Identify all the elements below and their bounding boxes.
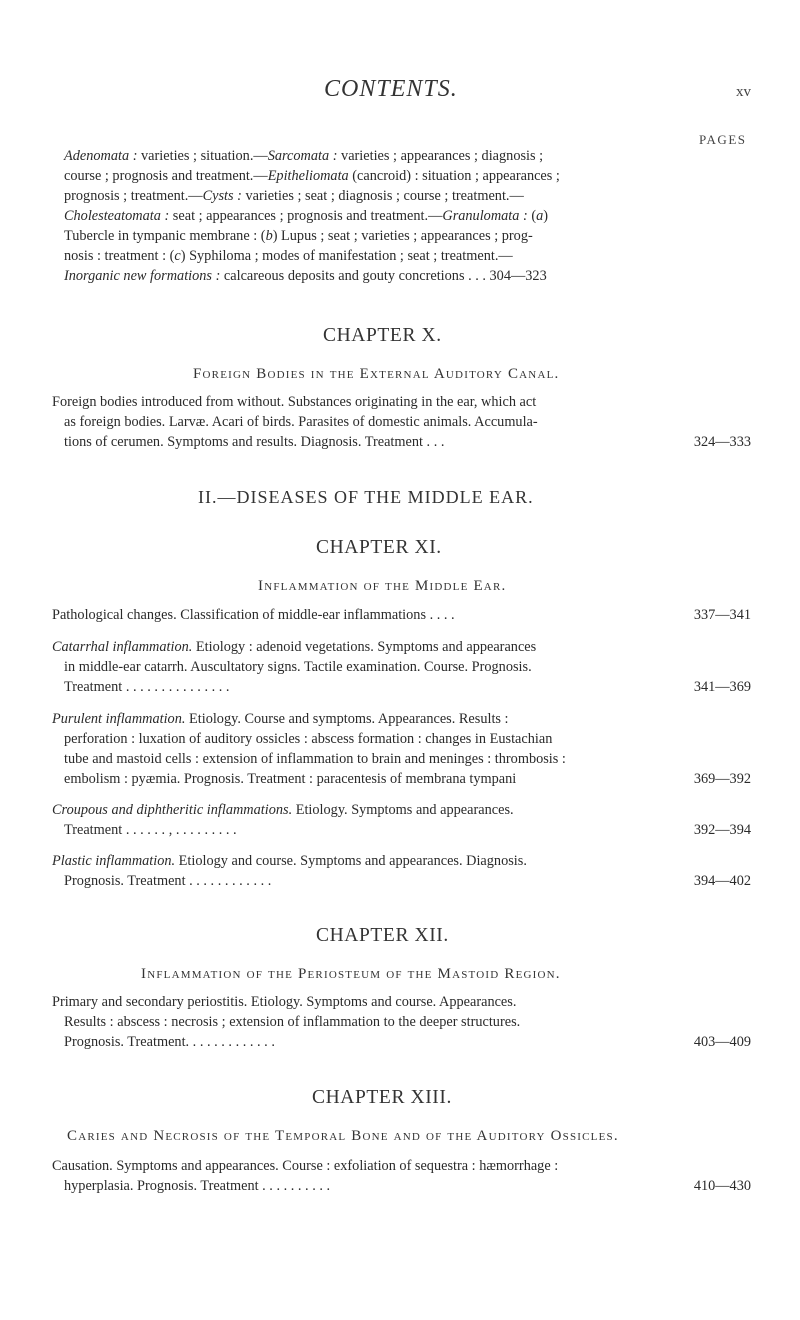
- chapter-subtitle: Foreign Bodies in the External Auditory Canal.: [193, 366, 560, 382]
- entry-text: ) Syphiloma ; modes of manifestation ; seat ; treatment.—: [180, 248, 513, 264]
- entry-title: Croupous and diphtheritic inflammations.: [52, 802, 293, 818]
- entry-text: Etiology. Symptoms and appearances.: [292, 802, 514, 818]
- entry-line: in middle-ear catarrh. Auscultatory signs. Tactile examination. Course. Prognosis.: [64, 659, 532, 675]
- page-number: xv: [736, 84, 751, 100]
- chapter-heading: CHAPTER XI.: [316, 537, 442, 558]
- entry-line: [52, 800, 514, 820]
- page-range: 341—369: [693, 679, 751, 695]
- entry-text: Tubercle in tympanic membrane : (: [64, 228, 266, 244]
- entry-italic-text: Granulomata :: [442, 208, 528, 224]
- entry-text: varieties ; situation.—: [137, 148, 268, 164]
- entry-text: course ; prognosis and treatment.—: [64, 168, 268, 184]
- chapter-heading: CHAPTER XII.: [316, 925, 449, 946]
- entry-italic-text: a: [536, 208, 544, 224]
- entry-italic-text: b: [265, 228, 273, 244]
- entry-line: Foreign bodies introduced from without. Substances originating in the ear, which act: [52, 394, 537, 410]
- entry-text: calcareous deposits and gouty concretions . . . 304—323: [220, 268, 547, 284]
- entry-line: Treatment . . . . . . . . . . . . . . .: [64, 679, 230, 695]
- page-range: 369—392: [693, 771, 751, 787]
- entry-text: seat ; appearances ; prognosis and treatment.—: [169, 208, 443, 224]
- entry-line: [64, 206, 548, 226]
- entry-line: Primary and secondary periostitis. Etiology. Symptoms and course. Appearances.: [52, 994, 517, 1010]
- page-range: 403—409: [693, 1034, 751, 1050]
- entry-line: Prognosis. Treatment. . . . . . . . . . . . .: [64, 1034, 275, 1050]
- entry-text: varieties ; seat ; diagnosis ; course ; treatment.—: [241, 188, 524, 204]
- chapter-subtitle: Caries and Necrosis of the Temporal Bone and of the Auditory Ossicles.: [67, 1128, 619, 1144]
- entry-line: [64, 146, 543, 166]
- entry-text: Etiology and course. Symptoms and appearances. Diagnosis.: [175, 853, 527, 869]
- pages-column-label: PAGES: [699, 132, 747, 147]
- chapter-heading: CHAPTER X.: [323, 325, 442, 346]
- entry-line: [52, 851, 527, 871]
- entry-title: Catarrhal inflammation.: [52, 639, 193, 655]
- chapter-heading: CHAPTER XIII.: [312, 1087, 452, 1108]
- entry-title: Plastic inflammation.: [52, 853, 176, 869]
- page-range: 392—394: [693, 822, 751, 838]
- page-range: 410—430: [693, 1178, 751, 1194]
- entry-text: ) Lupus ; seat ; varieties ; appearances ; prog-: [272, 228, 533, 244]
- entry-line: [52, 637, 536, 657]
- entry-line: [64, 246, 513, 266]
- entry-line: Treatment . . . . . . , . . . . . . . . .: [64, 822, 237, 838]
- entry-text: nosis : treatment : (: [64, 248, 175, 264]
- entry-line: Results : abscess : necrosis ; extension of inflammation to the deeper structures.: [64, 1014, 521, 1030]
- entry-line: Pathological changes. Classification of middle-ear inflammations . . . .: [52, 607, 455, 623]
- entry-italic-text: Inorganic new formations :: [64, 268, 221, 284]
- entry-text: (: [527, 208, 537, 224]
- entry-text: Etiology : adenoid vegetations. Symptoms and appearances: [192, 639, 537, 655]
- entry-line: embolism : pyæmia. Prognosis. Treatment : paracentesis of membrana tympani: [64, 771, 517, 787]
- entry-text: (cancroid) : situation ; appearances ;: [348, 168, 560, 184]
- entry-italic-text: c: [174, 248, 181, 264]
- entry-italic-text: Cholesteatomata :: [64, 208, 170, 224]
- entry-italic-text: Sarcomata :: [267, 148, 338, 164]
- page-range: 337—341: [693, 607, 751, 623]
- running-head: CONTENTS.: [324, 76, 458, 102]
- entry-italic-text: Epitheliomata: [267, 168, 349, 184]
- entry-line: [52, 709, 509, 729]
- entry-line: [64, 226, 533, 246]
- entry-line: Prognosis. Treatment . . . . . . . . . . . .: [64, 873, 272, 889]
- entry-line: [64, 166, 560, 186]
- entry-italic-text: Adenomata :: [64, 148, 138, 164]
- entry-italic-text: Cysts :: [202, 188, 242, 204]
- entry-line: [64, 266, 547, 286]
- entry-line: Causation. Symptoms and appearances. Course : exfoliation of sequestra : hæmorrhage :: [52, 1158, 559, 1174]
- entry-line: hyperplasia. Prognosis. Treatment . . . . . . . . . .: [64, 1178, 331, 1194]
- chapter-subtitle: Inflammation of the Middle Ear.: [258, 578, 507, 594]
- entry-line: tions of cerumen. Symptoms and results. Diagnosis. Treatment . . .: [64, 434, 445, 450]
- entry-line: as foreign bodies. Larvæ. Acari of birds. Parasites of domestic animals. Accumula-: [64, 414, 538, 430]
- page-range: 394—402: [693, 873, 751, 889]
- entry-text: ): [543, 208, 549, 224]
- entry-text: varieties ; appearances ; diagnosis ;: [337, 148, 544, 164]
- page-range: 324—333: [693, 434, 751, 450]
- entry-line: tube and mastoid cells : extension of inflammation to brain and meninges : thrombosis :: [64, 751, 566, 767]
- entry-text: Etiology. Course and symptoms. Appearances. Results :: [185, 711, 509, 727]
- chapter-subtitle: Inflammation of the Periosteum of the Mastoid Region.: [141, 966, 561, 982]
- entry-line: [64, 186, 524, 206]
- entry-text: prognosis ; treatment.—: [64, 188, 203, 204]
- part-heading: II.—DISEASES OF THE MIDDLE EAR.: [198, 487, 534, 507]
- entry-title: Purulent inflammation.: [52, 711, 186, 727]
- entry-line: perforation : luxation of auditory ossicles : abscess formation : changes in Eustachian: [64, 731, 553, 747]
